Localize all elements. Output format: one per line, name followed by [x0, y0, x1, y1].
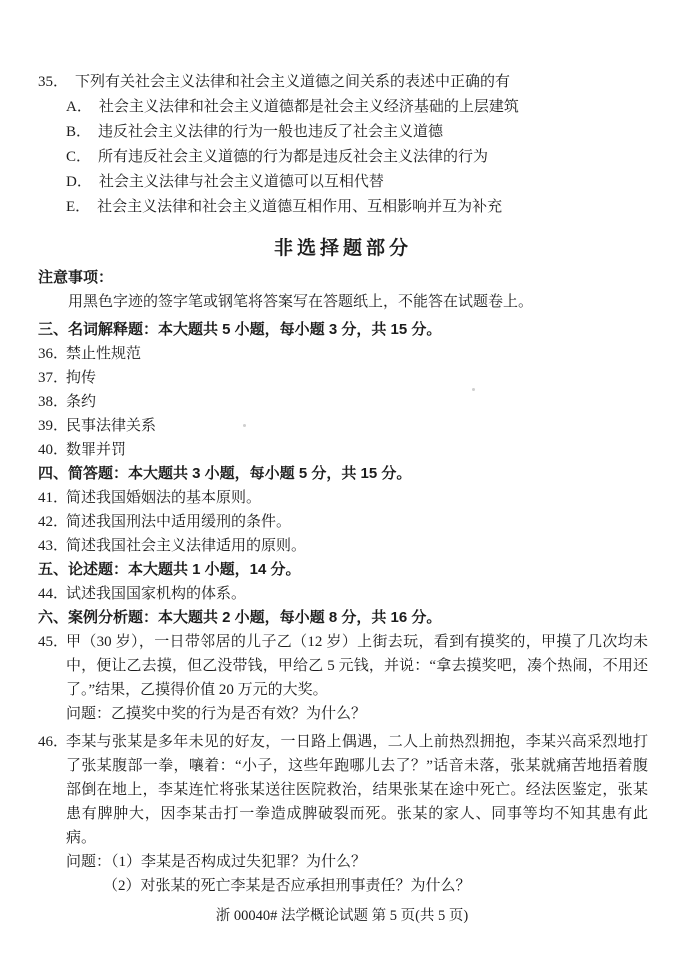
case-body: 李某与张某是多年未见的好友，一日路上偶遇，二人上前热烈拥抱，李某兴高采烈地打了张某腹部一拳，嚷着：“小子，这些年跑哪儿去了？”话音未落，张某就痛苦地捂着腹部倒在地上，李某连忙将张某送往医院救治，结果张某在途中死亡。经法医鉴定，张某患有脾肿大，因李某击打一拳造成脾破裂而死。张某的家人、同事等均不知其患有此病。	[66, 734, 648, 846]
question-44	[38, 582, 648, 606]
case-body: 甲（30 岁），一日带邻居的儿子乙（12 岁）上街去玩，看到有摸奖的，甲摸了几次均未中，便让乙去摸，但乙没带钱，甲给乙 5 元钱，并说：“拿去摸奖吧，凑个热闹，不用还了。”结果，乙摸得价值 20 万元的大奖。	[66, 634, 648, 698]
question-text: 数罪并罚	[66, 442, 127, 458]
option-label: B．	[66, 124, 92, 140]
question-text: 简述我国婚姻法的基本原则。	[66, 490, 262, 506]
section-3-title: 三、名词解释题：本大题共 5 小题，每小题 3 分，共 15 分。	[38, 321, 442, 338]
option-label: E．	[66, 199, 91, 215]
option-text: 社会主义法律和社会主义道德互相作用、互相影响并互为补充	[97, 199, 503, 215]
question-text: 拘传	[66, 370, 97, 386]
question-number: 45．	[38, 634, 69, 650]
section-heading: 非选择题部分	[273, 238, 412, 259]
question-number: 41．	[38, 490, 69, 506]
question-text: 试述我国国家机构的体系。	[66, 586, 247, 602]
question-number: 37．	[38, 370, 69, 386]
question-41	[38, 486, 648, 510]
question-36	[38, 342, 648, 366]
question-35-stem	[38, 70, 648, 95]
question-45	[38, 630, 648, 726]
question-label: 问题：	[66, 854, 112, 870]
option-text: 违反社会主义法律的行为一般也违反了社会主义道德	[98, 124, 444, 140]
question-number: 39．	[38, 418, 69, 434]
notice-text: 用黑色字迹的签字笔或钢笔将答案写在答题纸上，不能答在试题卷上。	[68, 294, 534, 310]
question-number: 35．	[38, 74, 69, 90]
question-number: 46．	[38, 734, 69, 750]
option-d	[38, 170, 648, 195]
question-38	[38, 390, 648, 414]
option-a	[38, 95, 648, 120]
option-label: C．	[66, 149, 92, 165]
option-text: 所有违反社会主义道德的行为都是违反社会主义法律的行为	[98, 149, 489, 165]
question-text: 简述我国社会主义法律适用的原则。	[66, 538, 307, 554]
question-number: 36．	[38, 346, 69, 362]
option-e	[38, 195, 648, 220]
section-4-title: 四、简答题：本大题共 3 小题，每小题 5 分，共 15 分。	[38, 465, 412, 482]
option-text: 社会主义法律与社会主义道德可以互相代替	[98, 174, 384, 190]
option-text: 社会主义法律和社会主义道德都是社会主义经济基础的上层建筑	[98, 99, 519, 115]
question-number: 43．	[38, 538, 69, 554]
question-text: 条约	[66, 394, 97, 410]
scan-speck	[243, 424, 246, 427]
section-6-title: 六、案例分析题：本大题共 2 小题，每小题 8 分，共 16 分。	[38, 609, 442, 626]
question-text: 下列有关社会主义法律和社会主义道德之间关系的表述中正确的有	[75, 74, 511, 90]
section-5-title: 五、论述题：本大题共 1 小题，14 分。	[38, 561, 301, 578]
notice-label: 注意事项：	[38, 269, 114, 286]
question-number: 44．	[38, 586, 69, 602]
sub-question-text: （1）李某是否构成过失犯罪？为什么？	[111, 854, 367, 870]
question-39	[38, 414, 648, 438]
question-35-options	[38, 95, 648, 220]
question-42	[38, 510, 648, 534]
case-46-question-1	[66, 850, 648, 874]
question-text: 禁止性规范	[66, 346, 142, 362]
question-number: 40．	[38, 442, 69, 458]
question-number: 42．	[38, 514, 69, 530]
case-45-question: 问题：乙摸奖中奖的行为是否有效？为什么？	[66, 706, 367, 722]
option-b	[38, 120, 648, 145]
option-label: A．	[66, 99, 92, 115]
question-37	[38, 366, 648, 390]
page-footer: 浙 00040# 法学概论试题 第 5 页(共 5 页)	[215, 908, 469, 924]
option-label: D．	[66, 174, 92, 190]
question-text: 民事法律关系	[66, 418, 157, 434]
question-43	[38, 534, 648, 558]
question-number: 38．	[38, 394, 69, 410]
question-46	[38, 730, 648, 898]
option-c	[38, 145, 648, 170]
scan-speck	[472, 388, 475, 391]
question-text: 简述我国刑法中适用缓刑的条件。	[66, 514, 292, 530]
case-46-question-2: （2）对张某的死亡李某是否应承担刑事责任？为什么？	[103, 878, 471, 894]
question-40	[38, 438, 648, 462]
